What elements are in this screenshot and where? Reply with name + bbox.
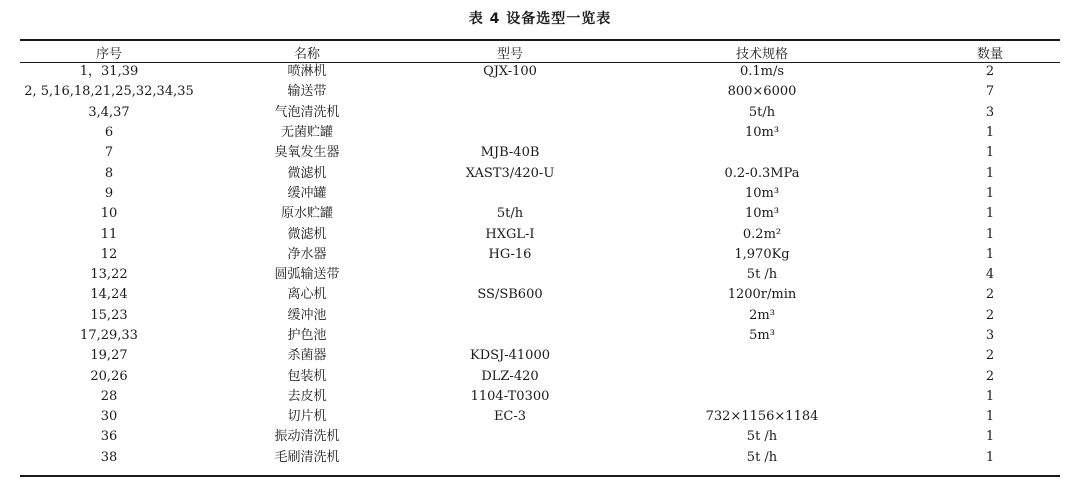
cell-spec: 10m³	[744, 125, 780, 141]
table-row	[20, 427, 1060, 447]
cell-name: 气泡清洗机	[274, 104, 340, 120]
cell-qty: 1	[985, 409, 995, 425]
cell-qty: 3	[985, 328, 995, 343]
cell-model: DLZ-420	[481, 368, 539, 384]
cell-name: 缓冲罐	[287, 185, 327, 201]
cell-spec	[604, 366, 920, 386]
cell-qty: 1	[985, 185, 995, 201]
cell-qty: 1	[985, 206, 995, 222]
cell-spec: 0.1m/s	[739, 64, 785, 80]
cell-qty: 1	[985, 388, 995, 404]
table-row	[20, 82, 1060, 102]
cell-name: 去皮机	[287, 388, 327, 404]
cell-spec: 10m³	[744, 185, 780, 201]
cell-spec: 1200r/min	[727, 287, 797, 303]
header-qty: 数量	[976, 46, 1003, 62]
header-row	[20, 42, 1060, 62]
cell-spec: 10m³	[744, 206, 780, 222]
cell-spec	[604, 143, 920, 163]
header-spec: 技术规格	[735, 46, 788, 62]
cell-name: 杀菌器	[287, 348, 327, 364]
table-row	[20, 285, 1060, 305]
cell-no: 8	[104, 165, 114, 181]
cell-model	[416, 427, 604, 447]
cell-model	[416, 123, 604, 143]
cell-spec: 1,970Kg	[734, 246, 790, 262]
table-row	[20, 346, 1060, 366]
table-row	[20, 448, 1060, 468]
cell-qty: 2	[985, 348, 995, 364]
table-row	[20, 326, 1060, 346]
cell-name: 臭氧发生器	[274, 145, 340, 161]
table-row	[20, 184, 1060, 204]
cell-qty: 1	[985, 226, 995, 242]
header-model: 型号	[496, 46, 523, 62]
cell-qty: 1	[985, 449, 995, 465]
cell-no: 38	[100, 449, 118, 465]
cell-name: 输送带	[287, 84, 327, 100]
cell-model: HG-16	[488, 246, 532, 262]
cell-model	[416, 326, 604, 346]
table-row	[20, 306, 1060, 326]
cell-no: 36	[100, 429, 118, 445]
cell-model: SS/SB600	[477, 287, 543, 303]
cell-name: 切片机	[287, 409, 327, 425]
cell-model	[416, 306, 604, 326]
cell-name: 原水贮罐	[280, 206, 333, 222]
table-row	[20, 62, 1060, 82]
table-row	[20, 387, 1060, 407]
cell-name: 护色池	[287, 328, 327, 343]
cell-model: HXGL-I	[485, 226, 535, 242]
cell-model: 1104-T0300	[470, 388, 550, 404]
cell-no: 10	[100, 206, 118, 222]
table-row	[20, 265, 1060, 285]
table-row	[20, 163, 1060, 183]
cell-qty: 7	[985, 84, 995, 100]
cell-qty: 1	[985, 125, 995, 141]
cell-model	[416, 448, 604, 468]
table-title: 表 4 设备选型一览表	[468, 11, 612, 27]
cell-name: 微滤机	[287, 226, 327, 242]
cell-qty: 1	[985, 145, 995, 161]
cell-no: 19,27	[90, 348, 128, 364]
cell-no: 28	[100, 388, 118, 404]
cell-qty: 1	[985, 246, 995, 262]
cell-spec: 0.2m²	[742, 226, 782, 242]
header-name: 名称	[293, 46, 320, 62]
cell-no: 9	[104, 185, 114, 201]
cell-name: 喷淋机	[287, 64, 327, 80]
cell-no: 17,29,33	[80, 328, 138, 343]
cell-spec: 800×6000	[727, 84, 797, 100]
cell-spec: 2m³	[749, 307, 775, 323]
cell-no: 2, 5,16,18,21,25,32,34,35	[24, 84, 194, 100]
table-row	[20, 123, 1060, 143]
cell-no: 11	[100, 226, 118, 242]
header-no: 序号	[95, 46, 122, 62]
cell-model: 5t/h	[496, 206, 524, 222]
cell-no: 13,22	[90, 267, 128, 283]
cell-spec: 0.2-0.3MPa	[724, 165, 800, 181]
cell-model	[416, 184, 604, 204]
cell-no: 3,4,37	[88, 104, 130, 120]
cell-name: 毛刷清洗机	[274, 449, 340, 465]
cell-no: 6	[104, 125, 114, 141]
cell-model: XAST3/420-U	[465, 165, 555, 181]
cell-no: 15,23	[90, 307, 128, 323]
cell-spec: 5t /h	[746, 267, 778, 283]
cell-no: 7	[104, 145, 114, 161]
cell-no: 1，31,39	[79, 64, 139, 80]
cell-spec: 732×1156×1184	[705, 409, 819, 425]
cell-qty: 4	[985, 267, 995, 283]
cell-model: QJX-100	[483, 64, 537, 80]
cell-qty: 3	[985, 104, 995, 120]
cell-spec: 5t/h	[748, 104, 776, 120]
cell-no: 14,24	[90, 287, 128, 303]
cell-model	[416, 103, 604, 123]
cell-model: EC-3	[493, 409, 527, 425]
cell-name: 圆弧输送带	[274, 267, 340, 283]
cell-model: KDSJ-41000	[470, 348, 550, 364]
cell-name: 包装机	[287, 368, 327, 384]
table-row	[20, 103, 1060, 123]
cell-qty: 2	[985, 64, 995, 80]
cell-spec	[604, 346, 920, 366]
cell-no: 20,26	[90, 368, 128, 384]
top-rule	[20, 39, 1060, 41]
cell-qty: 2	[985, 368, 995, 384]
table-row	[20, 143, 1060, 163]
table-row	[20, 366, 1060, 386]
cell-no: 30	[100, 409, 118, 425]
cell-name: 无菌贮罐	[280, 125, 333, 141]
table-row	[20, 245, 1060, 265]
cell-qty: 1	[985, 165, 995, 181]
cell-qty: 1	[985, 429, 995, 445]
cell-qty: 2	[985, 307, 995, 323]
cell-no: 12	[100, 246, 118, 262]
table-row	[20, 204, 1060, 224]
cell-name: 微滤机	[287, 165, 327, 181]
cell-spec	[604, 387, 920, 407]
cell-spec: 5m³	[749, 328, 775, 343]
cell-spec: 5t /h	[746, 449, 778, 465]
bottom-rule	[20, 475, 1060, 477]
cell-name: 缓冲池	[287, 307, 327, 323]
cell-name: 振动清洗机	[274, 429, 340, 445]
cell-model	[416, 82, 604, 102]
table-row	[20, 407, 1060, 427]
cell-spec: 5t /h	[746, 429, 778, 445]
table-row	[20, 224, 1060, 244]
cell-qty: 2	[985, 287, 995, 303]
equipment-table	[20, 42, 1060, 468]
cell-name: 离心机	[287, 287, 327, 303]
cell-name: 净水器	[287, 246, 327, 262]
cell-model: MJB-40B	[480, 145, 540, 161]
cell-model	[416, 265, 604, 285]
table-body	[20, 62, 1060, 468]
